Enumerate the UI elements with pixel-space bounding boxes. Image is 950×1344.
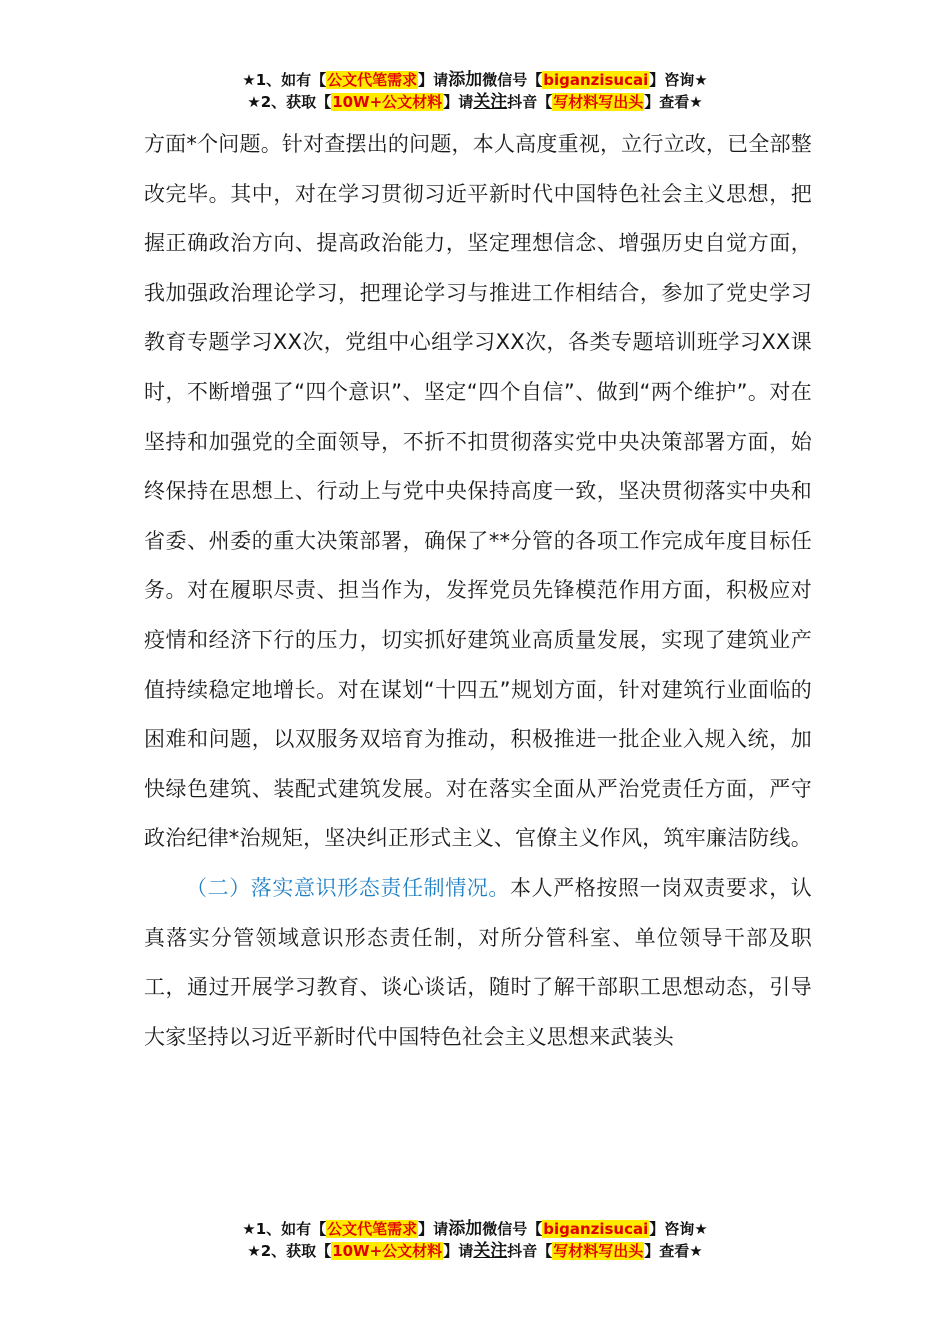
banner-highlight: 10W+公文材料 [332, 1242, 443, 1260]
banner-highlight: biganzisucai [543, 1220, 649, 1238]
banner-text: 】咨询★ [649, 1220, 708, 1238]
body-paragraph-1: 方面*个问题。针对查摆出的问题，本人高度重视，立行立改，已全部整改完毕。其中，对在学习贯彻习近平新时代中国特色社会主义思想，把握正确政治方向、提高政治能力，坚定理想信念、增强历史自觉方面，我加强政治理论学习，把理论学习与推进工作相结合，参加了党史学习教育专题学习XX次，党组中心组学习XX次，各类专题培训班学习XX课时，不断增强了“四个意识”、坚定“四个自信”、做到“两个维护”。对在坚持和加强党的全面领导，不折不扣贯彻落实党中央决策部署方面，始终保持在思想上、行动上与党中央保持高度一致，坚决贯彻落实中央和省委、州委的重大决策部署，确保了**分管的各项工作完成年度目标任务。对在履职尽责、担当作为，发挥党员先锋模范作用方面，积极应对疫情和经济下行的压力，切实抓好建筑业高质量发展，实现了建筑业产值持续稳定地增长。对在谋划“十四五”规划方面，针对建筑行业面临的困难和问题，以双服务双培育为推动，积极推进一批企业入规入统，加快绿色建筑、装配式建筑发展。对在落实全面从严治党责任方面，严守政治纪律*治规矩，坚决纠正形式主义、官僚主义作风，筑牢廉洁防线。 [144, 132, 812, 851]
footer-banner [0, 1218, 950, 1262]
banner-text: 】请 [443, 1242, 474, 1260]
banner-highlight: 10W+公文材料 [332, 93, 443, 111]
banner-line-2 [0, 1240, 950, 1262]
banner-line-2 [0, 91, 950, 113]
banner-highlight: 写材料写出头 [553, 93, 644, 111]
banner-text: 】咨询★ [649, 71, 708, 89]
banner-text: 】请 [443, 93, 474, 111]
banner-highlight: 公文代笔需求 [327, 1220, 418, 1238]
banner-emphasis: 关注 [473, 1241, 508, 1261]
banner-text: 】请 [418, 71, 449, 89]
banner-text: 抖音【 [507, 93, 553, 111]
banner-highlight: 公文代笔需求 [327, 71, 418, 89]
body-paragraph-2 [144, 864, 812, 1062]
banner-text: ★1、如有【 [242, 71, 327, 89]
banner-line-1 [0, 1218, 950, 1240]
banner-highlight: 写材料写出头 [553, 1242, 644, 1260]
section-heading: （二）落实意识形态责任制情况。 [186, 875, 510, 900]
banner-text: 抖音【 [507, 1242, 553, 1260]
section-text: 本人严格按照一岗双责要求，认真落实分管领域意识形态责任制，对所分管科室、单位领导干部及职工，通过开展学习教育、谈心谈话，随时了解干部职工思想动态，引导大家坚持以习近平新时代中国特色社会主义思想来武装头 [144, 875, 812, 1049]
header-banner [0, 69, 950, 113]
banner-text: 微信号【 [482, 1220, 543, 1238]
banner-text: 】查看★ [644, 93, 703, 111]
banner-text: 】请 [418, 1220, 449, 1238]
banner-text: ★1、如有【 [242, 1220, 327, 1238]
banner-text: ★2、获取【 [247, 1242, 332, 1260]
banner-highlight: biganzisucai [543, 71, 649, 89]
document-body [144, 120, 812, 1062]
banner-emphasis: 添加 [448, 1219, 483, 1239]
banner-text: ★2、获取【 [247, 93, 332, 111]
banner-text: 】查看★ [644, 1242, 703, 1260]
banner-text: 微信号【 [482, 71, 543, 89]
banner-emphasis: 添加 [448, 70, 483, 90]
banner-emphasis: 关注 [473, 92, 508, 112]
banner-line-1 [0, 69, 950, 91]
